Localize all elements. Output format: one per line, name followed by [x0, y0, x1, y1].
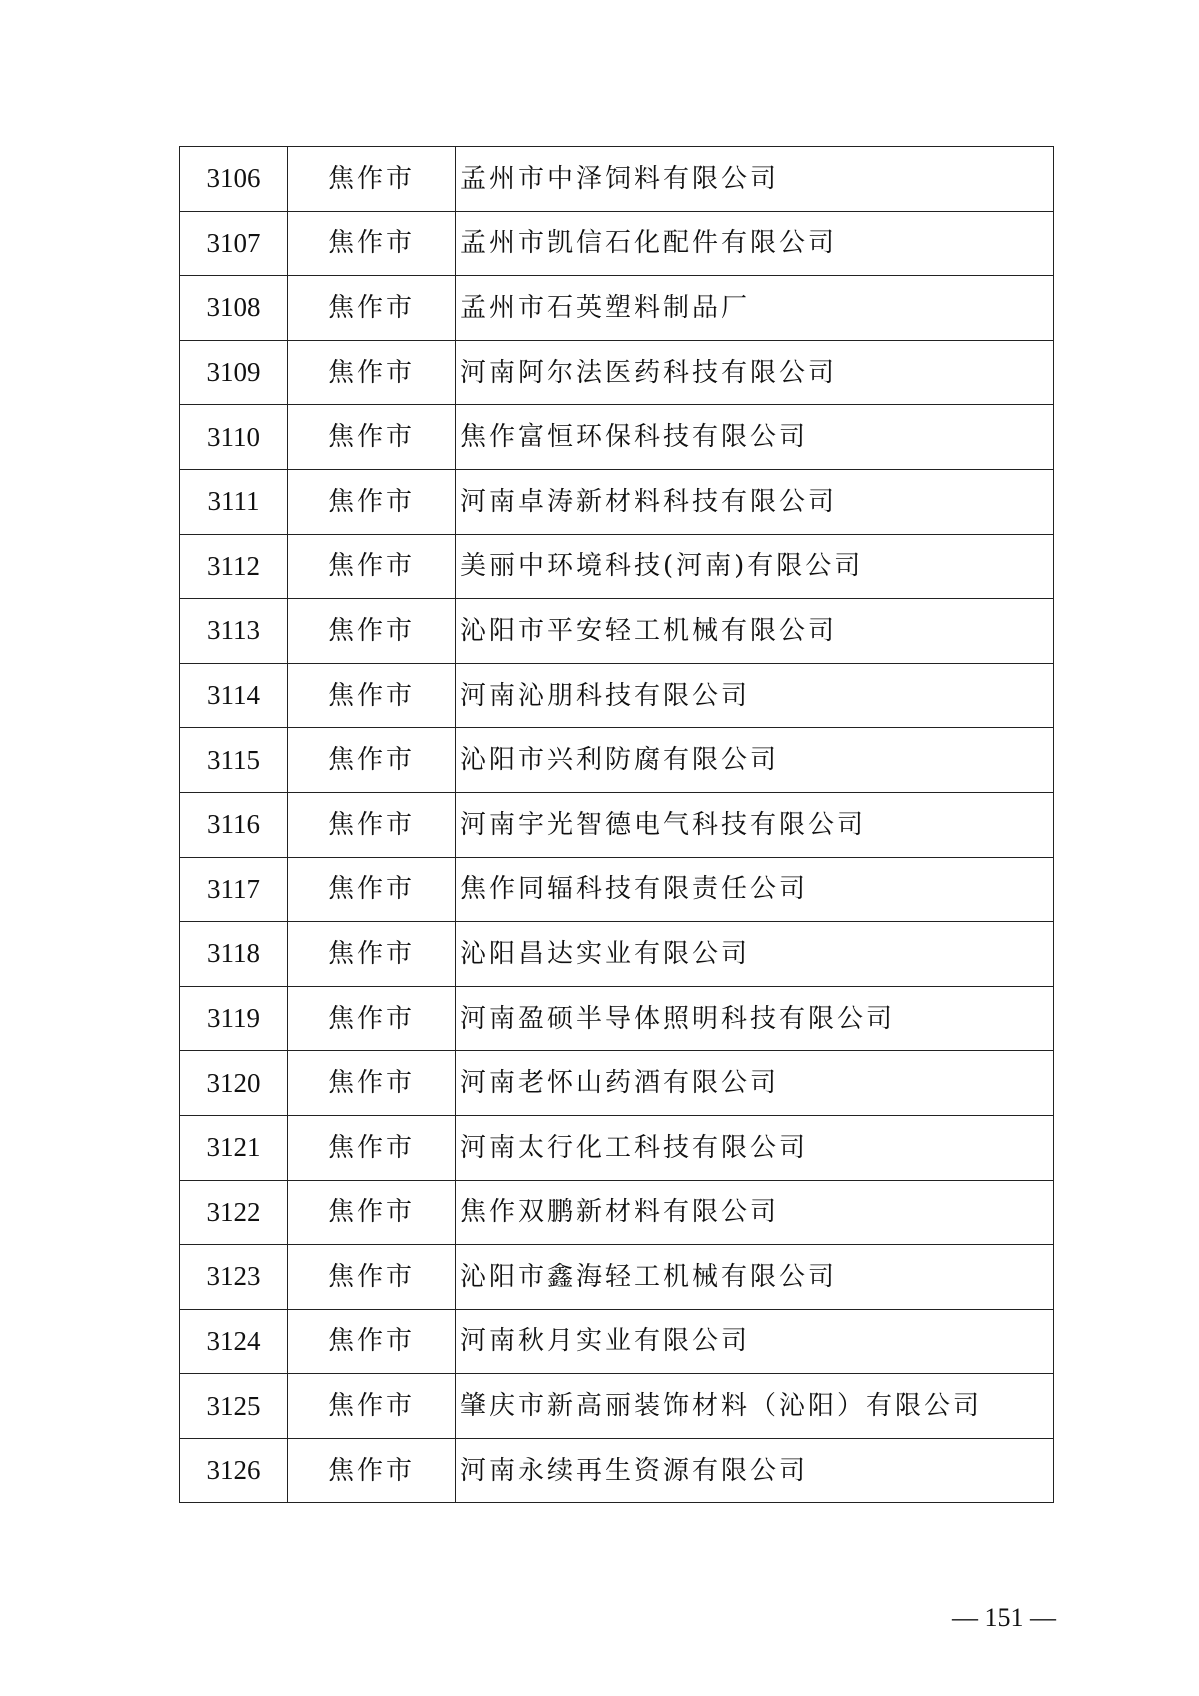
table-row: [180, 986, 1054, 1051]
table-row: [180, 211, 1054, 276]
city-cell: 焦作市: [288, 663, 456, 728]
row-number-cell: 3126: [180, 1438, 288, 1503]
company-name-cell: 河南盈硕半导体照明科技有限公司: [456, 986, 1054, 1051]
city-cell: 焦作市: [288, 857, 456, 922]
city-cell: 焦作市: [288, 728, 456, 793]
city-cell: 焦作市: [288, 1051, 456, 1116]
table-row: [180, 599, 1054, 664]
company-name-cell: 河南太行化工科技有限公司: [456, 1115, 1054, 1180]
table-row: [180, 340, 1054, 405]
table-row: [180, 1309, 1054, 1374]
city-cell: 焦作市: [288, 276, 456, 341]
row-number-cell: 3113: [180, 599, 288, 664]
table-row: [180, 1374, 1054, 1439]
city-cell: 焦作市: [288, 211, 456, 276]
company-name-cell: 河南阿尔法医药科技有限公司: [456, 340, 1054, 405]
row-number-cell: 3109: [180, 340, 288, 405]
city-cell: 焦作市: [288, 599, 456, 664]
row-number-cell: 3125: [180, 1374, 288, 1439]
row-number-cell: 3122: [180, 1180, 288, 1245]
table-row: [180, 1115, 1054, 1180]
row-number-cell: 3114: [180, 663, 288, 728]
row-number-cell: 3117: [180, 857, 288, 922]
table-row: [180, 728, 1054, 793]
row-number-cell: 3108: [180, 276, 288, 341]
city-cell: 焦作市: [288, 340, 456, 405]
company-name-cell: 沁阳昌达实业有限公司: [456, 922, 1054, 987]
city-cell: 焦作市: [288, 534, 456, 599]
city-cell: 焦作市: [288, 1115, 456, 1180]
company-table-body: [180, 147, 1054, 1503]
row-number-cell: 3123: [180, 1245, 288, 1310]
row-number-cell: 3116: [180, 792, 288, 857]
row-number-cell: 3124: [180, 1309, 288, 1374]
row-number-cell: 3120: [180, 1051, 288, 1116]
row-number-cell: 3118: [180, 922, 288, 987]
table-row: [180, 1051, 1054, 1116]
row-number-cell: 3119: [180, 986, 288, 1051]
city-cell: 焦作市: [288, 1374, 456, 1439]
table-row: [180, 276, 1054, 341]
company-name-cell: 沁阳市兴利防腐有限公司: [456, 728, 1054, 793]
table-row: [180, 534, 1054, 599]
city-cell: 焦作市: [288, 922, 456, 987]
table-row: [180, 469, 1054, 534]
company-name-cell: 河南卓涛新材料科技有限公司: [456, 469, 1054, 534]
table-row: [180, 1245, 1054, 1310]
row-number-cell: 3111: [180, 469, 288, 534]
table-row: [180, 405, 1054, 470]
city-cell: 焦作市: [288, 1309, 456, 1374]
company-name-cell: 孟州市石英塑料制品厂: [456, 276, 1054, 341]
table-row: [180, 922, 1054, 987]
company-name-cell: 河南沁朋科技有限公司: [456, 663, 1054, 728]
company-name-cell: 肇庆市新高丽装饰材料（沁阳）有限公司: [456, 1374, 1054, 1439]
table-row: [180, 1180, 1054, 1245]
city-cell: 焦作市: [288, 147, 456, 212]
table-row: [180, 792, 1054, 857]
company-name-cell: 河南秋月实业有限公司: [456, 1309, 1054, 1374]
city-cell: 焦作市: [288, 1245, 456, 1310]
table-row: [180, 857, 1054, 922]
city-cell: 焦作市: [288, 469, 456, 534]
row-number-cell: 3115: [180, 728, 288, 793]
company-name-cell: 美丽中环境科技(河南)有限公司: [456, 534, 1054, 599]
company-name-cell: 焦作双鹏新材料有限公司: [456, 1180, 1054, 1245]
company-name-cell: 沁阳市鑫海轻工机械有限公司: [456, 1245, 1054, 1310]
row-number-cell: 3110: [180, 405, 288, 470]
company-name-cell: 孟州市凯信石化配件有限公司: [456, 211, 1054, 276]
city-cell: 焦作市: [288, 1438, 456, 1503]
table-row: [180, 663, 1054, 728]
company-name-cell: 沁阳市平安轻工机械有限公司: [456, 599, 1054, 664]
page-number: — 151 —: [952, 1603, 1056, 1632]
company-name-cell: 孟州市中泽饲料有限公司: [456, 147, 1054, 212]
row-number-cell: 3112: [180, 534, 288, 599]
company-name-cell: 河南老怀山药酒有限公司: [456, 1051, 1054, 1116]
table-row: [180, 147, 1054, 212]
city-cell: 焦作市: [288, 405, 456, 470]
city-cell: 焦作市: [288, 986, 456, 1051]
company-name-cell: 焦作同辐科技有限责任公司: [456, 857, 1054, 922]
company-name-cell: 焦作富恒环保科技有限公司: [456, 405, 1054, 470]
city-cell: 焦作市: [288, 1180, 456, 1245]
company-name-cell: 河南永续再生资源有限公司: [456, 1438, 1054, 1503]
company-name-cell: 河南宇光智德电气科技有限公司: [456, 792, 1054, 857]
row-number-cell: 3121: [180, 1115, 288, 1180]
company-table: [179, 146, 1054, 1503]
row-number-cell: 3106: [180, 147, 288, 212]
city-cell: 焦作市: [288, 792, 456, 857]
row-number-cell: 3107: [180, 211, 288, 276]
table-row: [180, 1438, 1054, 1503]
